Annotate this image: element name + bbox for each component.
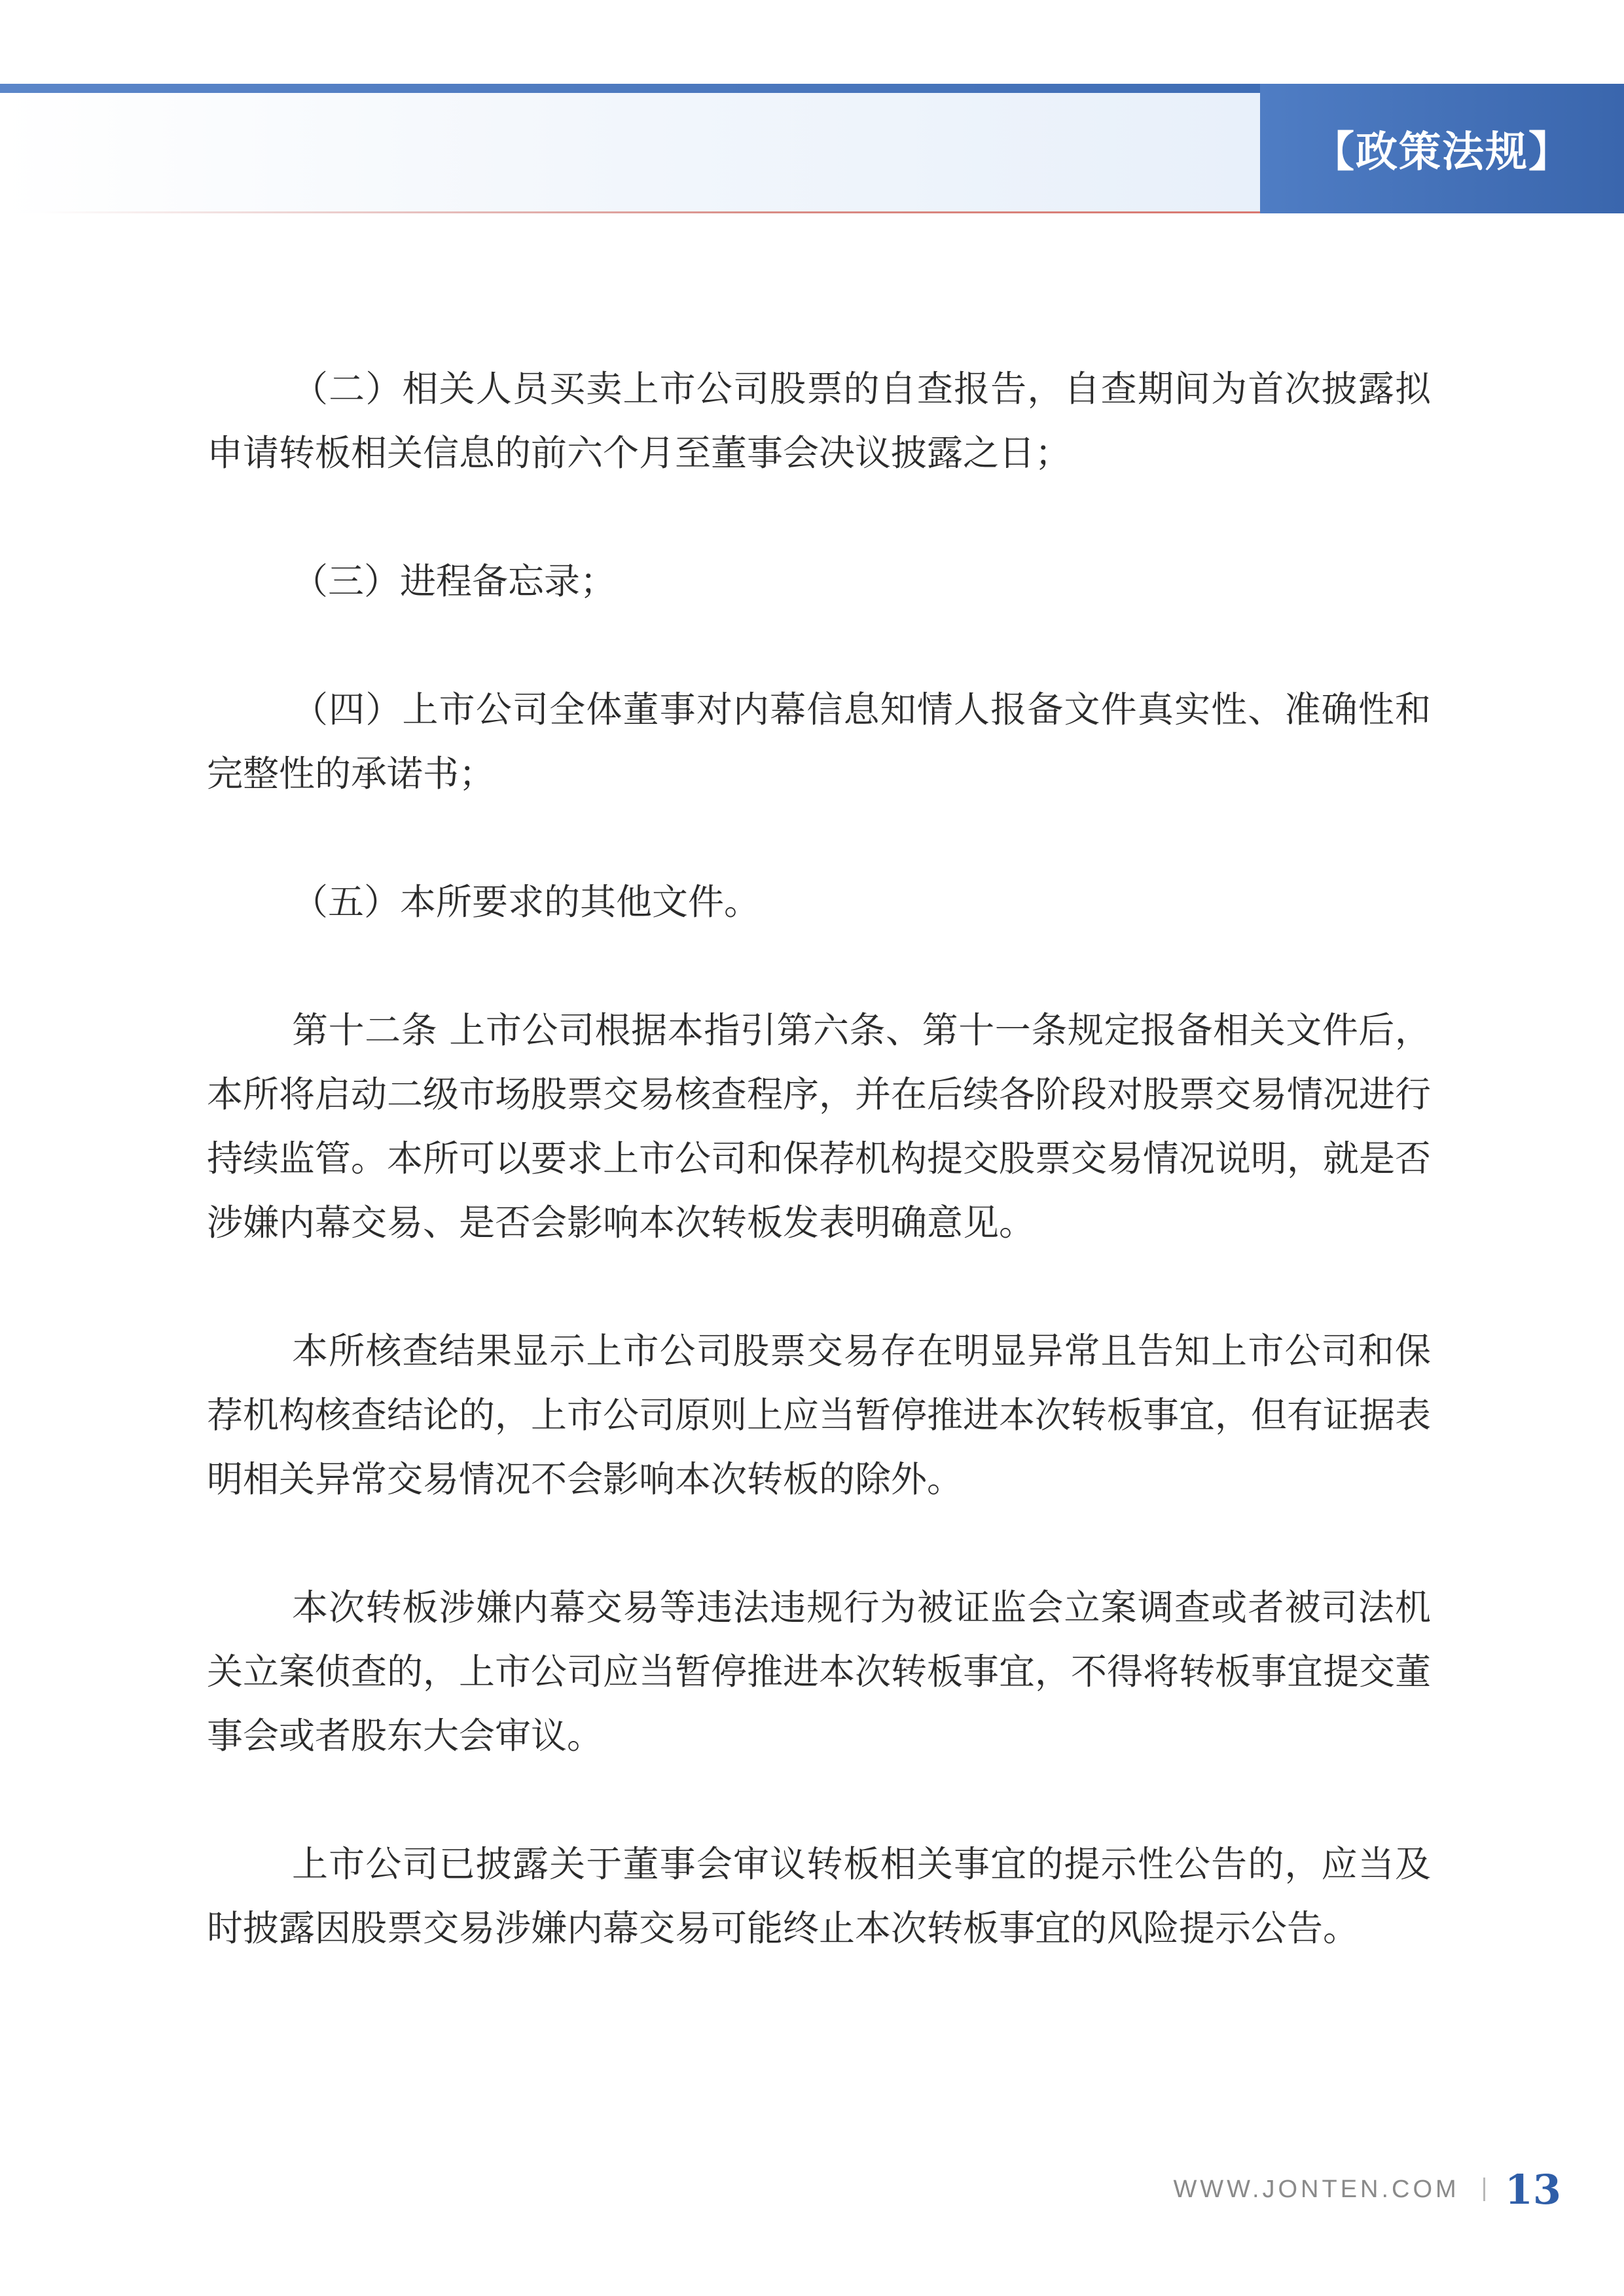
website-link[interactable]: WWW.JONTEN.COM <box>1173 2175 1460 2203</box>
paragraph-abnormal-trading: 本所核查结果显示上市公司股票交易存在明显异常且告知上市公司和保荐机构核查结论的，上市公司原则上应当暂停推进本次转板事宜，但有证据表明相关异常交易情况不会影响本次转板的除外。 <box>207 1330 1432 1500</box>
footer-divider <box>1483 2178 1485 2201</box>
paragraph-item-5: （五）本所要求的其他文件。 <box>292 881 761 923</box>
header-background <box>0 93 1260 213</box>
page-header <box>0 84 1624 213</box>
section-label: 【政策法规】 <box>1312 128 1572 177</box>
paragraph-item-2: （二）相关人员买卖上市公司股票的自查报告，自查期间为首次披露拟申请转板相关信息的前六个月至董事会决议披露之日； <box>207 368 1431 474</box>
header-accent-rule <box>39 211 1260 213</box>
paragraph-item-4: （四）上市公司全体董事对内幕信息知情人报备文件真实性、准确性和完整性的承诺书； <box>207 689 1431 795</box>
header-top-rule <box>0 84 1260 93</box>
page-footer <box>1173 2160 1561 2219</box>
paragraph-investigation: 本次转板涉嫌内幕交易等违法违规行为被证监会立案调查或者被司法机关立案侦查的，上市公司应当暂停推进本次转板事宜，不得将转板事宜提交董事会或者股东大会审议。 <box>207 1587 1432 1757</box>
section-tab <box>1260 84 1624 213</box>
document-body <box>207 357 1431 2024</box>
paragraph-item-3: （三）进程备忘录； <box>292 560 617 602</box>
page-number: 13 <box>1504 2165 1561 2214</box>
paragraph-article-12: 第十二条 上市公司根据本指引第六条、第十一条规定报备相关文件后，本所将启动二级市场股票交易核查程序，并在后续各阶段对股票交易情况进行持续监管。本所可以要求上市公司和保荐机构提交股票交易情况说明，就是否涉嫌内幕交易、是否会影响本次转板发表明确意见。 <box>207 1009 1432 1244</box>
paragraph-risk-disclosure: 上市公司已披露关于董事会审议转板相关事宜的提示性公告的，应当及时披露因股票交易涉嫌内幕交易可能终止本次转板事宜的风险提示公告。 <box>207 1843 1431 1949</box>
